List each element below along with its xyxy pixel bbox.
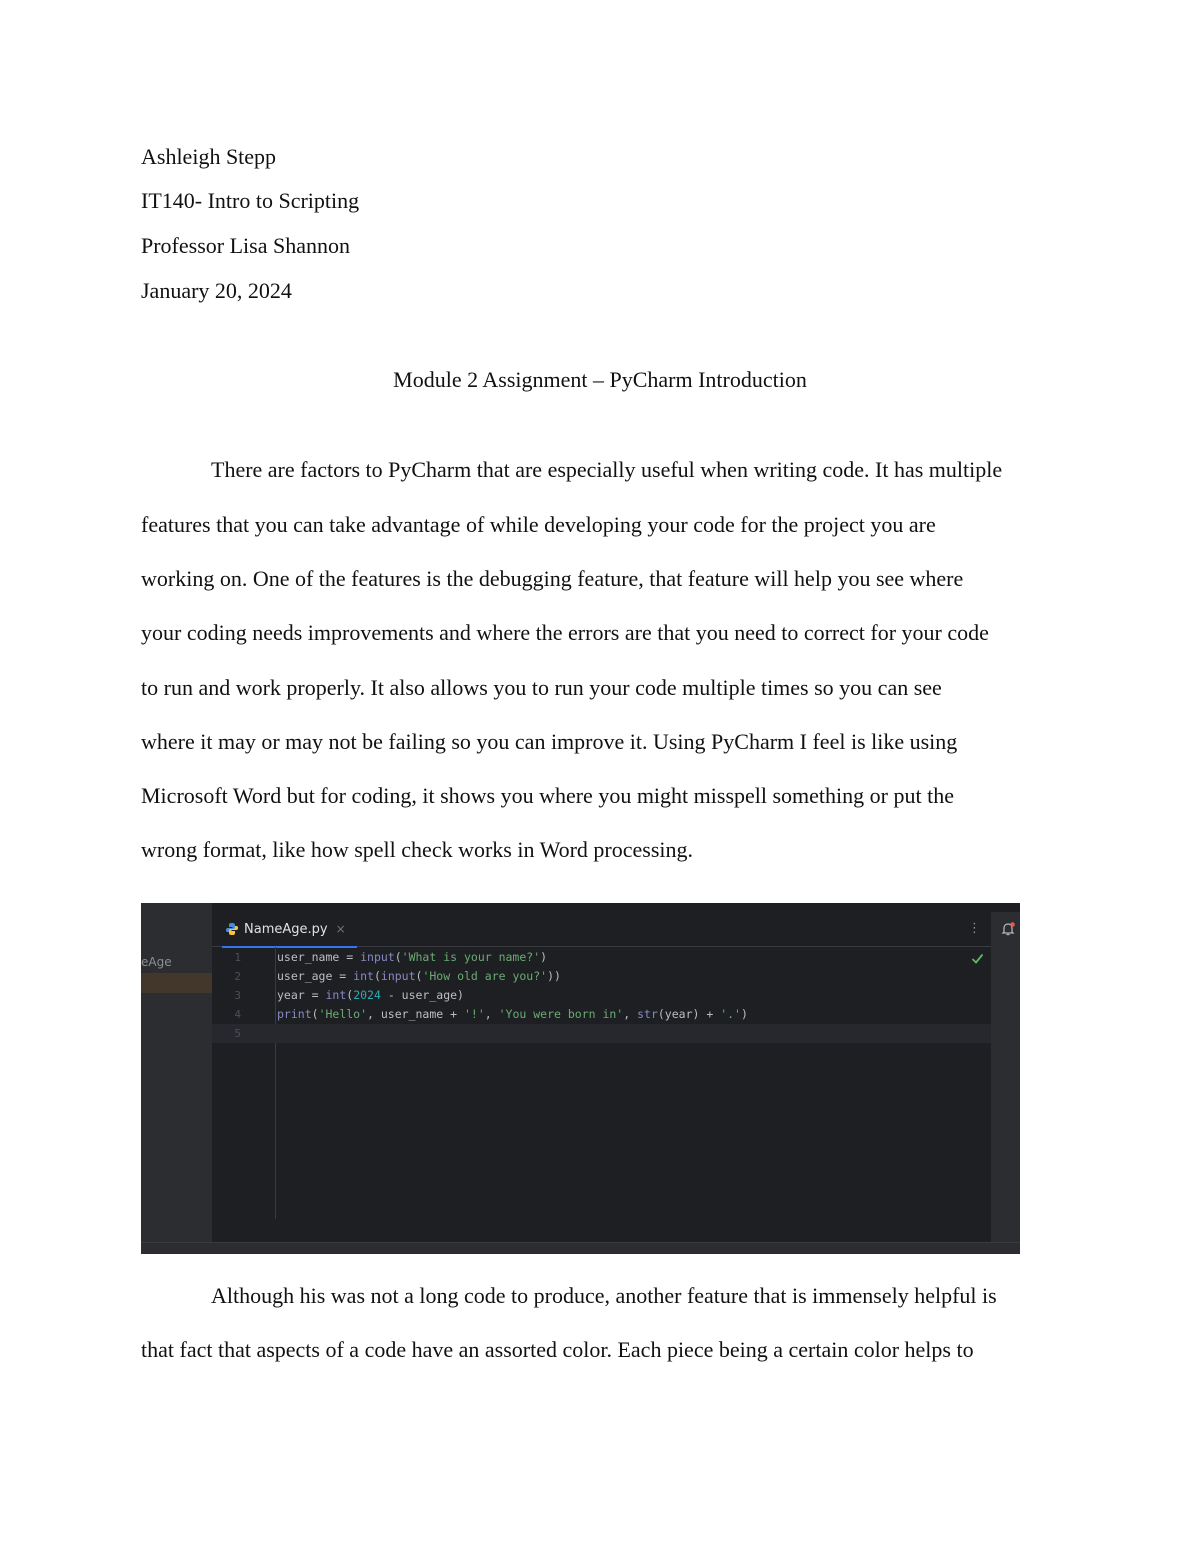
paragraph-line: working on. One of the features is the debugging feature, that feature will help you see where (141, 566, 964, 591)
code-token: , user_name + (367, 1007, 464, 1021)
professor-name: Professor Lisa Shannon (141, 233, 350, 258)
line-number: 2 (234, 970, 241, 983)
project-selection (141, 973, 212, 993)
code-token: 2024 (353, 988, 381, 1002)
author-name: Ashleigh Stepp (141, 144, 277, 169)
line-number: 5 (234, 1027, 241, 1040)
line-number: 3 (234, 989, 241, 1002)
line-number-gutter (212, 947, 276, 1219)
code-token: - user_age) (380, 988, 464, 1002)
paragraph-line: your coding needs improvements and where the errors are that you need to correct for your code (141, 620, 989, 645)
code-token: '!' (463, 1007, 485, 1021)
paragraph-line: to run and work properly. It also allows you to run your code multiple times so you can see (141, 675, 942, 700)
code-token: user_age = (277, 969, 354, 983)
paragraph-line: that fact that aspects of a code have an assorted color. Each piece being a certain color helps to (141, 1337, 974, 1362)
code-token: )) (547, 969, 561, 983)
code-token: ) (540, 950, 548, 964)
code-token: 'Hello' (318, 1007, 368, 1021)
paragraph-line: where it may or may not be failing so you can improve it. Using PyCharm I feel is like using (141, 729, 958, 754)
checkmark-icon (971, 952, 984, 965)
code-token: ) (740, 1007, 748, 1021)
paragraph-line: features that you can take advantage of while developing your code for the project you are (141, 512, 936, 537)
editor-tab[interactable] (222, 912, 357, 948)
code-token: int (353, 969, 374, 983)
paragraph-line: Microsoft Word but for coding, it shows you where you might misspell something or put the (141, 783, 954, 808)
paragraph-line: Although his was not a long code to produce, another feature that is immensely helpful is (211, 1283, 997, 1308)
project-label: eAge (141, 955, 172, 969)
code-token: ( (415, 969, 423, 983)
code-token: input (380, 969, 416, 983)
code-token: ( (373, 969, 381, 983)
code-token: print (277, 1007, 312, 1021)
document-title: Module 2 Assignment – PyCharm Introduction (393, 367, 807, 392)
tab-label: NameAge.py (244, 921, 328, 937)
more-options-icon[interactable]: ⋮ (968, 921, 981, 936)
code-token: ( (311, 1007, 319, 1021)
code-token: year = (277, 988, 326, 1002)
editor-tab-bar (212, 912, 991, 947)
code-token: int (325, 988, 347, 1002)
python-file-icon (225, 922, 239, 936)
code-token: , (484, 1007, 499, 1021)
code-token: 'You were born in' (498, 1007, 624, 1021)
submission-date: January 20, 2024 (141, 278, 292, 303)
code-token: 'What is your name?' (401, 950, 541, 964)
close-icon[interactable]: × (335, 922, 346, 936)
paragraph-line: There are factors to PyCharm that are especially useful when writing code. It has multiple (211, 457, 1003, 482)
code-token: ( (394, 950, 402, 964)
line-number: 1 (234, 951, 241, 964)
right-toolbar (991, 912, 1020, 1254)
course-name: IT140- Intro to Scripting (141, 188, 360, 213)
line-number: 4 (234, 1008, 241, 1021)
pycharm-screenshot (141, 903, 1020, 1254)
code-token: (year) + (657, 1007, 721, 1021)
code-token: 'How old are you?' (422, 969, 548, 983)
code-line (277, 1005, 748, 1024)
code-token: str (637, 1007, 658, 1021)
code-line (277, 967, 561, 986)
code-token: , (623, 1007, 638, 1021)
code-token: input (360, 950, 395, 964)
paragraph-line: wrong format, like how spell check works in Word processing. (141, 837, 693, 862)
current-line-highlight (212, 1024, 991, 1043)
code-token: '.' (720, 1007, 741, 1021)
status-bar (141, 1242, 1020, 1254)
code-line (277, 948, 547, 967)
code-line (277, 986, 464, 1005)
notification-bell-icon[interactable] (1001, 922, 1015, 936)
code-token: ( (346, 988, 354, 1002)
code-token: user_name = (277, 950, 361, 964)
project-panel (141, 903, 212, 1254)
